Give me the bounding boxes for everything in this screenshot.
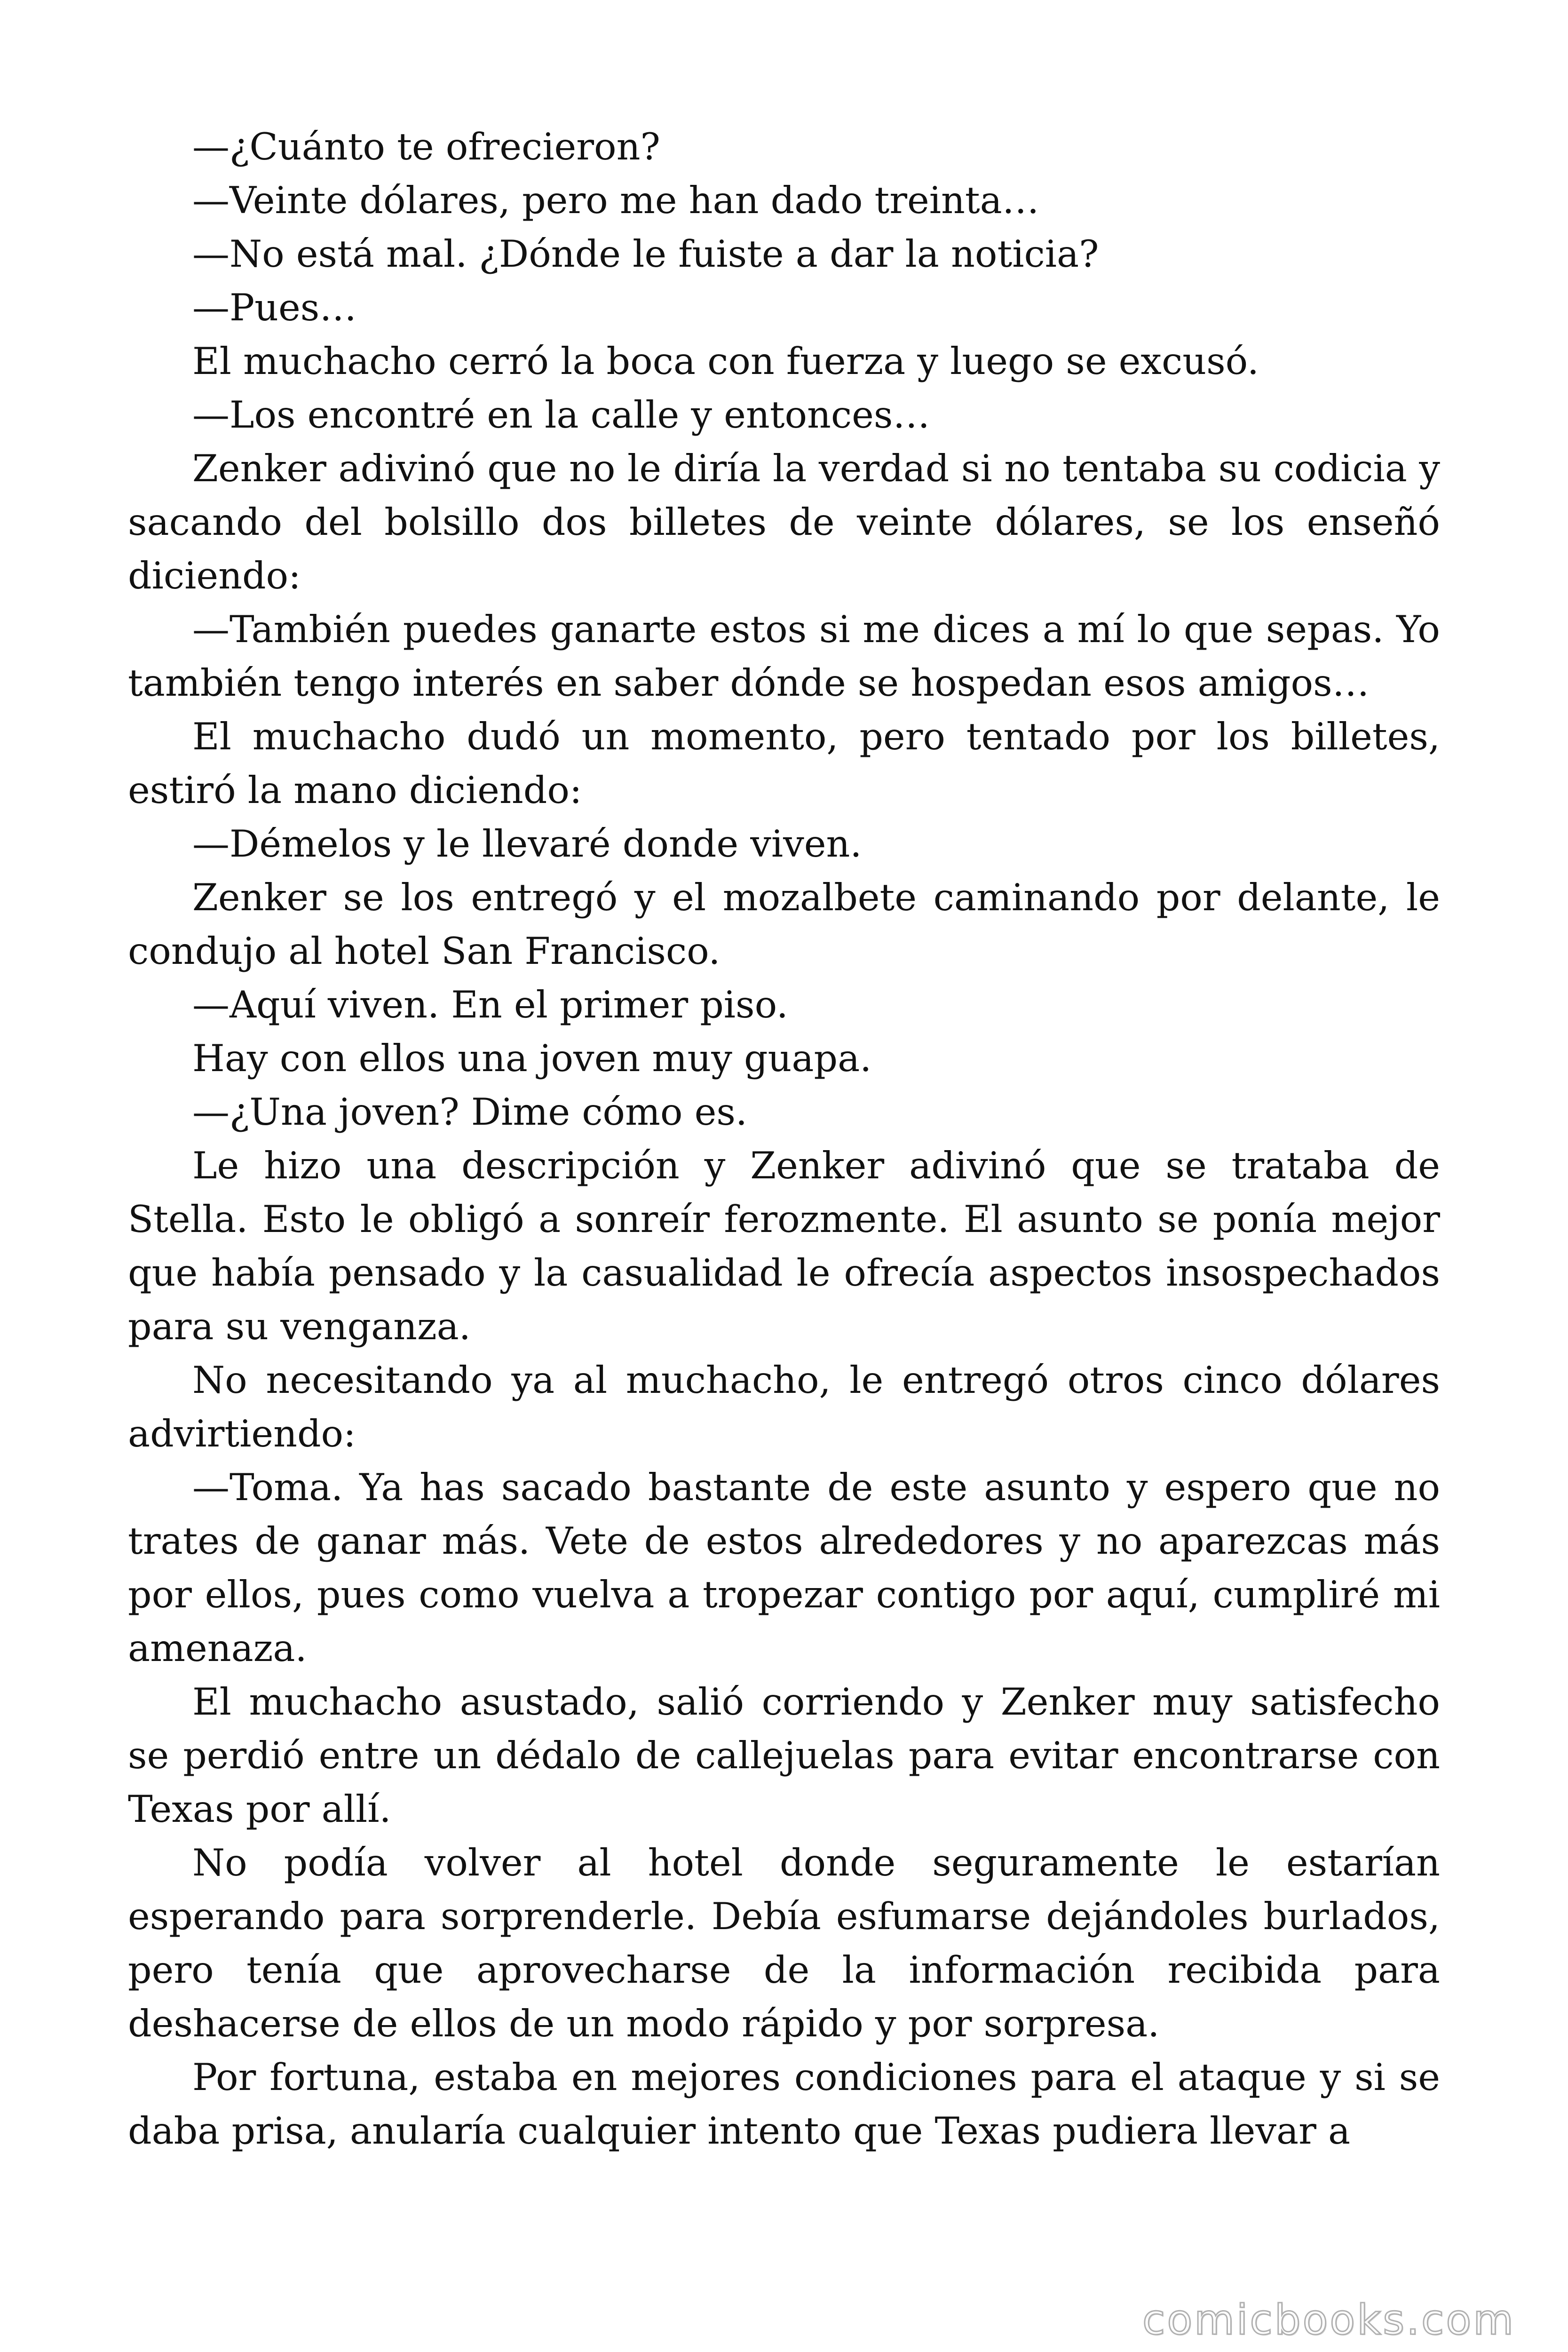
paragraph: —¿Cuánto te ofrecieron?: [192, 125, 660, 168]
paragraph: —No está mal. ¿Dónde le fuiste a dar la noticia?: [192, 232, 1099, 276]
paragraph: El muchacho cerró la boca con fuerza y luego se excusó.: [192, 340, 1259, 383]
watermark: comicbooks.com: [1142, 2296, 1515, 2344]
paragraph: —Toma. Ya has sacado bastante de este asunto y espero que no trates de ganar más. Vete de estos alrededores y no aparezcas más por ellos, pues como vuelva a tropezar contigo por aquí, cumpliré mi amenaza.: [128, 1466, 1440, 1670]
paragraph: —Veinte dólares, pero me han dado treinta…: [192, 179, 1039, 222]
paragraph: Zenker se los entregó y el mozalbete caminando por delante, le condujo al hotel San Francisco.: [128, 876, 1440, 973]
paragraph: Le hizo una descripción y Zenker adivinó que se trataba de Stella. Esto le obligó a sonreír ferozmente. El asunto se ponía mejor que había pensado y la casualidad le ofrecía aspectos insospechados para su venganza.: [128, 1144, 1440, 1348]
body-text: [128, 120, 1440, 2158]
paragraph: —¿Una joven? Dime cómo es.: [192, 1090, 747, 1134]
paragraph: Hay con ellos una joven muy guapa.: [192, 1037, 872, 1080]
paragraph: —Pues…: [192, 286, 357, 329]
paragraph: Por fortuna, estaba en mejores condiciones para el ataque y si se daba prisa, anularía cualquier intento que Texas pudiera llevar a: [128, 2056, 1440, 2153]
paragraph: —Los encontré en la calle y entonces…: [192, 393, 930, 437]
paragraph: El muchacho dudó un momento, pero tentado por los billetes, estiró la mano diciendo:: [128, 715, 1440, 812]
paragraph: —Démelos y le llevaré donde viven.: [192, 822, 862, 866]
paragraph: El muchacho asustado, salió corriendo y Zenker muy satisfecho se perdió entre un dédalo de callejuelas para evitar encontrarse con Texas por allí.: [128, 1680, 1440, 1831]
paragraph: Zenker adivinó que no le diría la verdad si no tentaba su codicia y sacando del bolsillo dos billetes de veinte dólares, se los enseñó diciendo:: [128, 447, 1440, 597]
paragraph: —También puedes ganarte estos si me dices a mí lo que sepas. Yo también tengo interés en saber dónde se hospedan esos amigos…: [128, 608, 1440, 705]
paragraph: —Aquí viven. En el primer piso.: [192, 983, 788, 1026]
paragraph: No necesitando ya al muchacho, le entregó otros cinco dólares advirtiendo:: [128, 1359, 1440, 1455]
paragraph: No podía volver al hotel donde seguramente le estarían esperando para sorprenderle. Debía esfumarse dejándoles burlados, pero tenía que aprovecharse de la información recibida para deshacerse de ellos de un modo rápido y por sorpresa.: [128, 1841, 1440, 2045]
